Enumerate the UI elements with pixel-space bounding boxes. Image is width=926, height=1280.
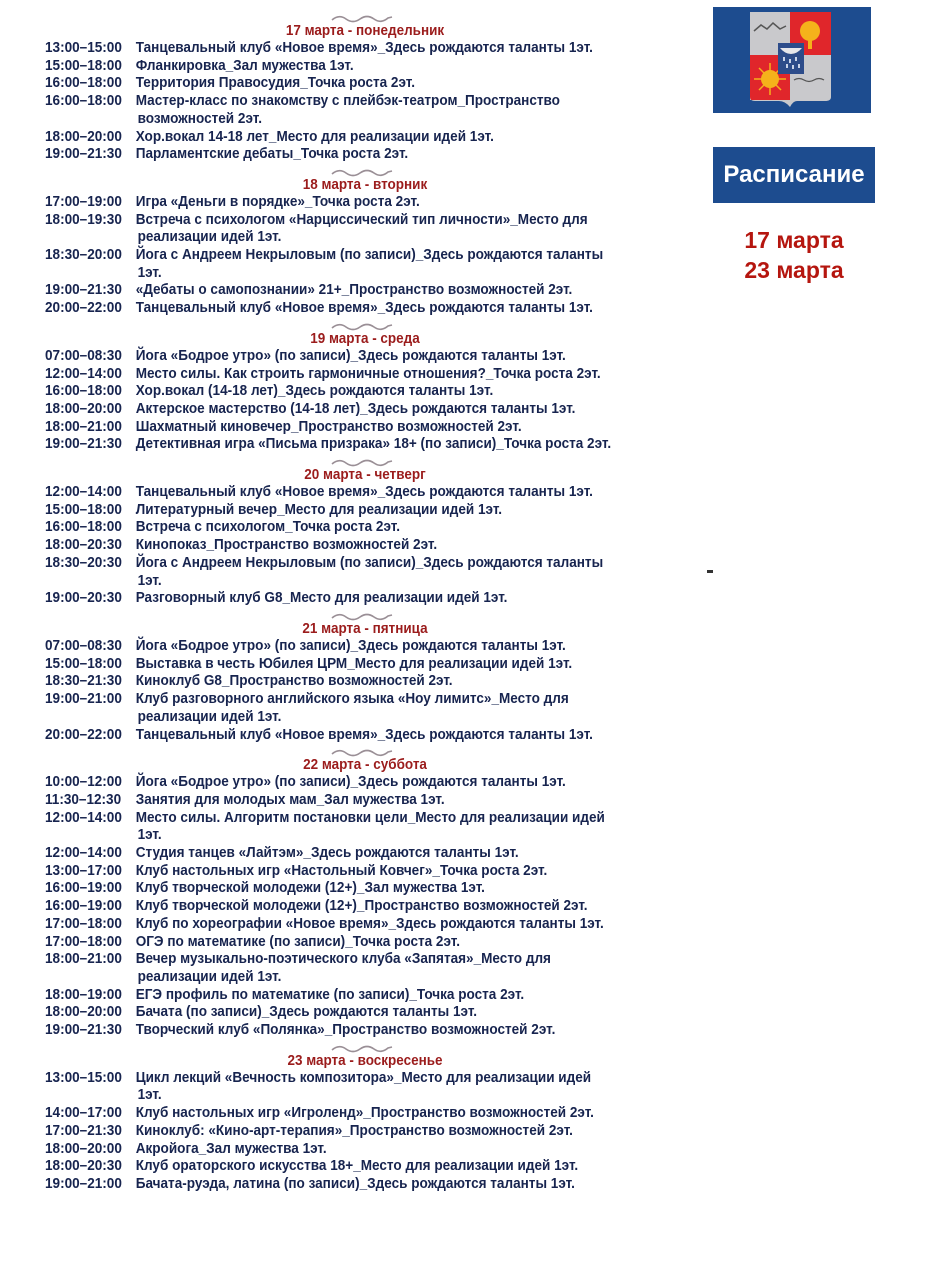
schedule-item: [45, 502, 653, 520]
event-time: 12:00–14:00: [45, 845, 122, 862]
schedule-item: [45, 810, 653, 845]
event-description: Йога «Бодрое утро» (по записи)_Здесь рождаются таланты 1эт.: [135, 347, 566, 364]
event-time: 19:00–21:00: [45, 1175, 122, 1192]
event-time: 18:00–21:00: [45, 951, 122, 968]
stray-mark: [707, 570, 713, 573]
schedule-item: [45, 537, 653, 555]
event-time: 07:00–08:30: [45, 637, 122, 654]
schedule-item: [45, 401, 653, 419]
day-section: [45, 611, 695, 744]
event-description: Место силы. Алгоритм постановки цели_Место для реализации идей: [135, 809, 605, 826]
event-time: 18:00–19:00: [45, 986, 122, 1003]
event-description: Клуб ораторского искусства 18+_Место для реализации идей 1эт.: [135, 1158, 579, 1175]
event-description: Бачата-руэда, латина (по записи)_Здесь рождаются таланты 1эт.: [135, 1175, 575, 1192]
schedule-item: [45, 987, 653, 1005]
wave-ornament-icon: [330, 167, 394, 177]
event-description: Клуб настольных игр «Игроленд»_Пространство возможностей 2эт.: [135, 1105, 594, 1122]
event-time: 12:00–14:00: [45, 365, 122, 382]
schedule-item: [45, 1105, 653, 1123]
event-description: Клуб по хореографии «Новое время»_Здесь рождаются таланты 1эт.: [135, 915, 604, 932]
event-description: Детективная игра «Письма призрака» 18+ (по записи)_Точка роста 2эт.: [135, 436, 612, 453]
day-section: [45, 747, 695, 1040]
schedule-item: [45, 638, 653, 656]
event-description: Встреча с психологом_Точка роста 2эт.: [135, 519, 400, 536]
schedule-item: [45, 1123, 653, 1141]
event-description: Творческий клуб «Полянка»_Пространство возможностей 2эт.: [135, 1022, 556, 1039]
event-description: «Дебаты о самопознании» 21+_Пространство возможностей 2эт.: [135, 282, 573, 299]
event-time: 13:00–17:00: [45, 862, 122, 879]
event-description: Киноклуб: «Кино-арт-терапия»_Пространство возможностей 2эт.: [135, 1122, 573, 1139]
day-heading: 17 марта - понедельник: [285, 23, 445, 39]
schedule-item: [45, 1141, 653, 1159]
wave-ornament-icon: [330, 611, 394, 621]
schedule-item: [45, 436, 653, 454]
event-description: Йога с Андреем Некрыловым (по записи)_Здесь рождаются таланты: [135, 247, 604, 264]
schedule-item: [45, 300, 653, 318]
schedule-item: [45, 673, 653, 691]
event-time: 16:00–19:00: [45, 898, 122, 915]
schedule-item: [45, 845, 653, 863]
schedule-title: Расписание: [713, 147, 875, 203]
event-description-continued: реализации идей 1эт.: [137, 229, 282, 246]
day-heading: 19 марта - среда: [310, 330, 420, 347]
schedule-item: [45, 774, 653, 792]
day-section: [45, 1043, 695, 1194]
event-time: 20:00–22:00: [45, 726, 122, 743]
schedule-item: [45, 1004, 653, 1022]
event-description-continued: реализации идей 1эт.: [137, 968, 282, 985]
event-description: Мастер-класс по знакомству с плейбэк-театром_Пространство: [135, 93, 560, 110]
event-time: 14:00–17:00: [45, 1105, 122, 1122]
schedule-item: [45, 792, 653, 810]
schedule-item: [45, 58, 653, 76]
event-description: Студия танцев «Лайтэм»_Здесь рождаются таланты 1эт.: [135, 845, 519, 862]
event-description: Киноклуб G8_Пространство возможностей 2эт.: [135, 673, 453, 690]
event-description: Йога с Андреем Некрыловым (по записи)_Здесь рождаются таланты: [135, 554, 604, 571]
event-time: 11:30–12:30: [45, 791, 122, 808]
event-description-continued: 1эт.: [137, 572, 162, 589]
event-description: Бачата (по записи)_Здесь рождаются таланты 1эт.: [135, 1004, 478, 1021]
schedule-item: [45, 348, 653, 366]
date-range: [713, 225, 875, 285]
event-time: 16:00–18:00: [45, 519, 122, 536]
schedule-item: [45, 934, 653, 952]
event-time: 12:00–14:00: [45, 484, 122, 501]
event-time: 13:00–15:00: [45, 1069, 122, 1086]
event-description: ЕГЭ профиль по математике (по записи)_Точка роста 2эт.: [135, 986, 525, 1003]
schedule-item: [45, 880, 653, 898]
event-time: 07:00–08:30: [45, 347, 122, 364]
event-time: 16:00–19:00: [45, 880, 122, 897]
event-time: 19:00–21:30: [45, 1022, 122, 1039]
schedule-item: [45, 590, 653, 608]
event-description: Клуб творческой молодежи (12+)_Зал мужества 1эт.: [135, 880, 485, 897]
event-description-continued: реализации идей 1эт.: [137, 708, 282, 725]
event-time: 18:00–20:00: [45, 1004, 122, 1021]
event-description: Танцевальный клуб «Новое время»_Здесь рождаются таланты 1эт.: [135, 300, 593, 317]
sochi-emblem-icon: [713, 7, 871, 113]
event-description: Занятия для молодых мам_Зал мужества 1эт.: [135, 791, 445, 808]
event-time: 16:00–18:00: [45, 75, 122, 92]
event-time: 18:00–20:30: [45, 537, 122, 554]
day-heading: 18 марта - вторник: [302, 176, 428, 193]
event-description: Территория Правосудия_Точка роста 2эт.: [135, 75, 416, 92]
event-description: Вечер музыкально-поэтического клуба «Запятая»_Место для: [135, 951, 551, 968]
sidebar-panel: [713, 7, 875, 285]
event-description: Кинопоказ_Пространство возможностей 2эт.: [135, 537, 438, 554]
event-time: 12:00–14:00: [45, 809, 122, 826]
event-time: 17:00–18:00: [45, 933, 122, 950]
day-heading: 21 марта - пятница: [302, 620, 428, 637]
event-time: 18:00–21:00: [45, 418, 122, 435]
schedule-item: [45, 40, 653, 58]
schedule-item: [45, 383, 653, 401]
event-description: Литературный вечер_Место для реализации идей 1эт.: [135, 501, 503, 518]
event-description: Актерское мастерство (14-18 лет)_Здесь рождаются таланты 1эт.: [135, 400, 576, 417]
event-description: Встреча с психологом «Нарциссический тип личности»_Место для: [135, 211, 588, 228]
schedule-item: [45, 916, 653, 934]
wave-ornament-icon: [330, 321, 394, 331]
schedule-item: [45, 194, 653, 212]
schedule-item: [45, 75, 653, 93]
schedule-item: [45, 146, 653, 164]
event-description: Фланкировка_Зал мужества 1эт.: [135, 57, 354, 74]
event-description-continued: 1эт.: [137, 1087, 162, 1104]
schedule-item: [45, 898, 653, 916]
event-time: 17:00–19:00: [45, 193, 122, 210]
schedule-item: [45, 366, 653, 384]
wave-ornament-icon: [330, 457, 394, 467]
schedule-item: [45, 282, 653, 300]
event-description: Танцевальный клуб «Новое время»_Здесь рождаются таланты 1эт.: [135, 726, 593, 743]
event-description: Йога «Бодрое утро» (по записи)_Здесь рождаются таланты 1эт.: [135, 637, 566, 654]
schedule-item: [45, 419, 653, 437]
event-time: 10:00–12:00: [45, 774, 122, 791]
event-time: 17:00–21:30: [45, 1122, 122, 1139]
event-description: Клуб творческой молодежи (12+)_Пространство возможностей 2эт.: [135, 898, 588, 915]
event-time: 16:00–18:00: [45, 93, 122, 110]
schedule-item: [45, 93, 653, 128]
event-description: Хор.вокал 14-18 лет_Место для реализации идей 1эт.: [135, 128, 494, 145]
schedule-item: [45, 863, 653, 881]
event-description: Шахматный киновечер_Пространство возможностей 2эт.: [135, 418, 522, 435]
event-description: Хор.вокал (14-18 лет)_Здесь рождаются таланты 1эт.: [135, 383, 494, 400]
event-time: 19:00–21:30: [45, 146, 122, 163]
event-description-continued: 1эт.: [137, 264, 162, 281]
event-time: 20:00–22:00: [45, 300, 122, 317]
schedule-item: [45, 1022, 653, 1040]
day-section: [45, 13, 695, 164]
event-time: 17:00–18:00: [45, 915, 122, 932]
event-time: 18:30–21:30: [45, 673, 122, 690]
event-time: 18:00–20:00: [45, 1140, 122, 1157]
date-to: 23 марта: [744, 257, 844, 283]
schedule-item: [45, 1176, 653, 1194]
event-time: 19:00–21:30: [45, 282, 122, 299]
schedule-item: [45, 484, 653, 502]
event-description: Выставка в честь Юбилея ЦРМ_Место для реализации идей 1эт.: [135, 655, 573, 672]
event-time: 19:00–21:00: [45, 691, 122, 708]
event-time: 13:00–15:00: [45, 40, 122, 56]
schedule-item: [45, 656, 653, 674]
event-time: 18:00–20:00: [45, 128, 122, 145]
schedule-item: [45, 129, 653, 147]
event-time: 15:00–18:00: [45, 57, 122, 74]
event-time: 19:00–20:30: [45, 590, 122, 607]
event-description: Акройога_Зал мужества 1эт.: [135, 1140, 327, 1157]
wave-ornament-icon: [330, 1043, 394, 1053]
day-section: [45, 321, 695, 454]
event-description: Игра «Деньги в порядке»_Точка роста 2эт.: [135, 193, 420, 210]
event-description: Цикл лекций «Вечность композитора»_Место для реализации идей: [135, 1069, 592, 1086]
schedule-item: [45, 1158, 653, 1176]
event-time: 18:00–20:30: [45, 1158, 122, 1175]
event-time: 15:00–18:00: [45, 501, 122, 518]
wave-ornament-icon: [330, 747, 394, 757]
event-time: 19:00–21:30: [45, 436, 122, 453]
event-description: ОГЭ по математике (по записи)_Точка роста 2эт.: [135, 933, 461, 950]
schedule-item: [45, 727, 653, 745]
schedule-item: [45, 691, 653, 726]
schedule-item: [45, 555, 653, 590]
day-section: [45, 457, 695, 608]
day-heading: 22 марта - суббота: [303, 757, 427, 774]
day-heading: 23 марта - воскресенье: [287, 1052, 443, 1069]
event-time: 18:30–20:30: [45, 554, 122, 571]
event-description: Клуб настольных игр «Настольный Ковчег»_Точка роста 2эт.: [135, 862, 548, 879]
event-description: Клуб разговорного английского языка «Ноу лимитс»_Место для: [135, 691, 569, 708]
wave-ornament-icon: [330, 13, 394, 23]
event-description: Танцевальный клуб «Новое время»_Здесь рождаются таланты 1эт.: [135, 40, 593, 56]
schedule-item: [45, 951, 653, 986]
schedule-list: [45, 10, 695, 1194]
event-description-continued: возможностей 2эт.: [137, 110, 262, 127]
event-description: Разговорный клуб G8_Место для реализации идей 1эт.: [135, 590, 508, 607]
schedule-item: [45, 519, 653, 537]
event-time: 18:00–19:30: [45, 211, 122, 228]
event-time: 16:00–18:00: [45, 383, 122, 400]
event-time: 18:00–20:00: [45, 400, 122, 417]
schedule-item: [45, 247, 653, 282]
event-time: 18:30–20:00: [45, 247, 122, 264]
event-description-continued: 1эт.: [137, 827, 162, 844]
day-section: [45, 167, 695, 318]
day-heading: 20 марта - четверг: [304, 467, 426, 484]
schedule-item: [45, 212, 653, 247]
schedule-item: [45, 1070, 653, 1105]
event-description: Парламентские дебаты_Точка роста 2эт.: [135, 146, 409, 163]
event-description: Танцевальный клуб «Новое время»_Здесь рождаются таланты 1эт.: [135, 484, 593, 501]
event-time: 15:00–18:00: [45, 655, 122, 672]
event-description: Место силы. Как строить гармоничные отношения?_Точка роста 2эт.: [135, 365, 601, 382]
event-description: Йога «Бодрое утро» (по записи)_Здесь рождаются таланты 1эт.: [135, 774, 566, 791]
date-from: 17 марта: [744, 227, 844, 253]
